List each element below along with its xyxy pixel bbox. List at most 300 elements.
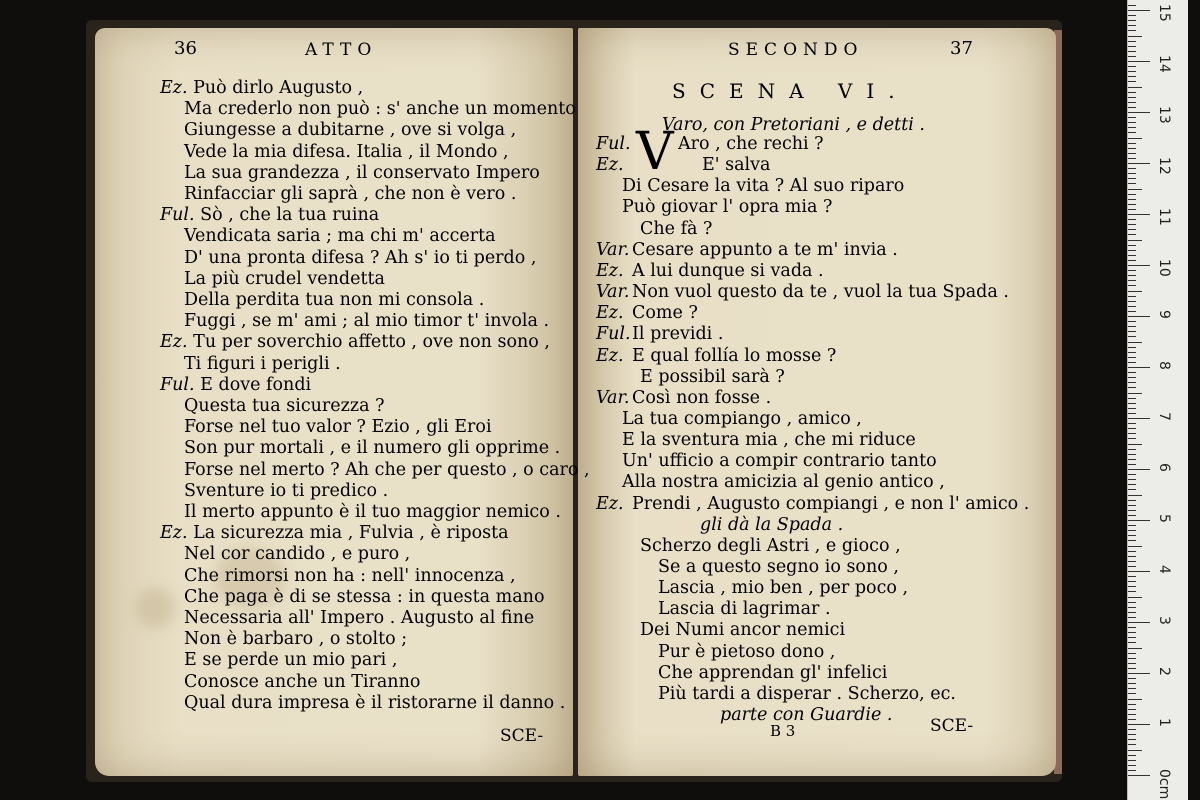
ruler-tick	[1128, 168, 1136, 169]
verse-text: Può giovar l' opra mia ?	[622, 197, 833, 218]
verse-line	[160, 332, 550, 353]
ruler-tick	[1128, 178, 1136, 179]
verse-line	[184, 269, 385, 290]
ruler-tick	[1128, 648, 1142, 649]
ruler-tick	[1128, 214, 1150, 215]
verse-line	[184, 163, 540, 184]
ruler-tick	[1128, 444, 1142, 445]
verse-line	[596, 345, 837, 367]
ruler-tick	[1128, 357, 1136, 358]
ruler-tick	[1128, 653, 1136, 654]
verse-text: Così non fosse .	[632, 387, 772, 408]
ruler-tick	[1128, 699, 1142, 700]
verse-line	[596, 387, 772, 409]
ruler-tick	[1128, 138, 1142, 139]
page-number-left: 36	[174, 38, 197, 59]
ruler-tick	[1128, 265, 1150, 266]
speaker-name: Ful.	[596, 134, 631, 154]
ruler-tick	[1128, 581, 1136, 582]
ruler-tick	[1128, 602, 1136, 603]
verse-line	[658, 578, 908, 599]
ruler-tick	[1128, 331, 1136, 332]
ruler-tick	[1128, 204, 1136, 205]
verse-text: Che fà ?	[640, 218, 713, 239]
measurement-ruler	[1127, 0, 1188, 800]
ruler-tick	[1128, 189, 1142, 190]
ruler-tick	[1128, 229, 1136, 230]
ruler-tick	[1128, 291, 1142, 292]
verse-line	[184, 417, 492, 438]
ruler-label: 5	[1156, 514, 1172, 523]
verse-line	[184, 396, 384, 417]
ruler-tick	[1128, 122, 1136, 123]
verse-line	[184, 311, 549, 332]
scene-title: SCENA VI.	[672, 79, 909, 103]
ruler-tick	[1128, 484, 1136, 485]
speaker-name: Ez.	[596, 155, 624, 176]
ruler-tick	[1128, 56, 1136, 57]
ruler-tick	[1128, 81, 1136, 82]
verse-text: Ma crederlo non può : s' anche un momento	[184, 99, 576, 120]
verse-text: Lascia , mio ben , per poco ,	[658, 578, 909, 599]
speaker-name: Ez.	[596, 260, 624, 281]
ruler-tick	[1128, 408, 1136, 409]
signature-mark: B 3	[770, 722, 796, 740]
verse-line	[596, 493, 1030, 515]
ruler-tick	[1128, 87, 1142, 88]
ruler-tick	[1128, 163, 1150, 164]
ruler-tick	[1128, 342, 1142, 343]
ruler-tick	[1128, 270, 1136, 271]
ruler-tick	[1128, 173, 1136, 174]
verse-text: E la sventura mia , che mi riduce	[622, 430, 916, 451]
verse-text: Forse nel merto ? Ah che per questo , o caro ,	[184, 459, 590, 480]
verse-line	[184, 566, 516, 587]
ruler-tick	[1128, 642, 1136, 643]
stage-direction: Varo, con Pretoriani , e detti .	[662, 115, 925, 135]
ruler-tick	[1128, 112, 1150, 113]
ruler-tick	[1128, 693, 1136, 694]
ruler-label: 15	[1156, 4, 1172, 22]
ruler-tick	[1128, 775, 1150, 776]
verse-line	[622, 409, 862, 430]
verse-line	[184, 544, 410, 565]
verse-line	[596, 303, 698, 324]
verse-text: Lascia di lagrimar .	[658, 599, 831, 620]
verse-line	[184, 142, 509, 163]
verse-line	[184, 438, 560, 459]
ruler-label: 0cm	[1156, 769, 1172, 800]
ruler-tick	[1128, 66, 1136, 67]
verse-text: Ti figuri i perigli .	[184, 353, 341, 374]
ruler-tick	[1128, 209, 1136, 210]
ruler-tick	[1128, 515, 1136, 516]
verse-text: Conosce anche un Tiranno	[184, 671, 421, 692]
ruler-tick	[1128, 377, 1136, 378]
ruler-tick	[1128, 535, 1136, 536]
verse-line	[184, 672, 420, 693]
verse-line	[184, 502, 561, 523]
verse-line	[184, 587, 545, 608]
verse-line	[184, 460, 590, 481]
ruler-tick	[1128, 428, 1136, 429]
ruler-tick	[1128, 688, 1136, 689]
verse-line	[622, 197, 832, 218]
verse-text: Forse nel tuo valor ? Ezio , gli Eroi	[184, 417, 492, 438]
verse-text: gli dà la Spada .	[700, 514, 844, 535]
verse-line	[184, 248, 536, 269]
verse-text: La più crudel vendetta	[184, 268, 385, 289]
verse-line	[184, 693, 565, 714]
ruler-tick	[1128, 571, 1150, 572]
ruler-tick	[1128, 770, 1136, 771]
verse-line	[160, 375, 311, 396]
ruler-tick	[1128, 285, 1136, 286]
verse-text: Pur è pietoso dono ,	[658, 641, 836, 662]
ruler-tick	[1128, 678, 1136, 679]
ruler-tick	[1128, 423, 1136, 424]
ruler-tick	[1128, 316, 1150, 317]
ruler-tick	[1128, 372, 1136, 373]
ruler-tick	[1128, 51, 1136, 52]
ruler-tick	[1128, 739, 1136, 740]
ruler-tick	[1128, 530, 1136, 531]
speaker-name: Ez.	[596, 345, 624, 366]
verse-text: Che apprendan gl' infelici	[658, 662, 888, 683]
ruler-tick	[1128, 627, 1136, 628]
ruler-label: 7	[1156, 412, 1172, 421]
ruler-tick	[1128, 719, 1136, 720]
ruler-tick	[1128, 76, 1136, 77]
verse-line	[596, 282, 1009, 303]
ruler-tick	[1128, 433, 1136, 434]
verse-text: Se a questo segno io sono ,	[658, 557, 899, 577]
ruler-tick	[1128, 10, 1150, 11]
speaker-name: Ez.	[596, 303, 624, 324]
page-number-right: 37	[950, 38, 973, 59]
ruler-tick	[1128, 744, 1136, 745]
verse-text: Tu per soverchio affetto , ove non sono ,	[193, 332, 550, 353]
ruler-tick	[1128, 255, 1136, 256]
speaker-name: Var.	[596, 239, 630, 260]
ruler-tick	[1128, 724, 1150, 725]
verse-text: E possibil sarà ?	[640, 366, 785, 387]
verse-line	[658, 642, 835, 663]
verse-line	[160, 78, 363, 99]
verse-line	[622, 176, 904, 197]
verse-line	[160, 205, 379, 226]
ruler-tick	[1128, 97, 1136, 98]
ruler-tick	[1128, 459, 1136, 460]
catchword-left: SCE-	[500, 726, 544, 746]
ruler-tick	[1128, 250, 1136, 251]
ruler-tick	[1128, 393, 1142, 394]
ruler-tick	[1128, 306, 1136, 307]
verse-text: Necessaria all' Impero . Augusto al fine	[184, 608, 535, 628]
speaker-name: Ez.	[160, 332, 188, 353]
ruler-label: 2	[1156, 667, 1172, 676]
ruler-tick	[1128, 658, 1136, 659]
verse-line	[596, 155, 771, 176]
ruler-tick	[1128, 296, 1136, 297]
running-header-left: ATTO	[305, 40, 378, 60]
ruler-tick	[1128, 760, 1136, 761]
verse-text: La sua grandezza , il conservato Impero	[184, 162, 540, 183]
verse-text: E dove fondi	[200, 374, 312, 395]
ruler-tick	[1128, 704, 1136, 705]
ruler-tick	[1128, 709, 1136, 710]
ruler-tick	[1128, 683, 1136, 684]
verse-text: D' una pronta difesa ? Ah s' io ti perdo ,	[184, 247, 537, 268]
verse-line	[184, 608, 534, 629]
ruler-tick	[1128, 311, 1136, 312]
verse-text: Che paga è di se stessa : in questa mano	[184, 586, 545, 607]
ruler-tick	[1128, 148, 1136, 149]
ruler-tick	[1128, 449, 1136, 450]
ruler-tick	[1128, 234, 1136, 235]
ruler-label: 11	[1156, 208, 1172, 226]
verse-line	[658, 684, 956, 705]
ruler-tick	[1128, 668, 1136, 669]
stage-direction-line	[720, 705, 892, 726]
verse-text: Aro , che rechi ?	[678, 134, 824, 154]
ruler-tick	[1128, 20, 1136, 21]
verse-text: Giungesse a dubitarne , ove si volga ,	[184, 120, 517, 141]
ruler-tick	[1128, 597, 1142, 598]
verse-text: A lui dunque si vada .	[632, 260, 824, 281]
ruler-tick	[1128, 41, 1136, 42]
verse-line	[658, 557, 899, 578]
ruler-label: 8	[1156, 361, 1172, 370]
ruler-tick	[1128, 729, 1136, 730]
speaker-name: Ez.	[160, 78, 188, 98]
verse-line	[640, 367, 785, 388]
ruler-tick	[1128, 510, 1136, 511]
verse-text: Qual dura impresa è il ristorarne il danno .	[184, 692, 566, 713]
speaker-name: Var.	[596, 387, 630, 408]
verse-text: Sò , che la tua ruina	[200, 205, 380, 226]
ruler-tick	[1128, 61, 1150, 62]
verse-line	[184, 290, 484, 311]
ruler-tick	[1128, 199, 1136, 200]
ruler-tick	[1128, 117, 1136, 118]
verse-text: Non vuol questo da te , vuol la tua Spada .	[632, 282, 1009, 303]
ruler-tick	[1128, 755, 1136, 756]
ruler-tick	[1128, 245, 1136, 246]
verse-text: La sicurezza mia , Fulvia , è riposta	[193, 523, 509, 544]
ruler-label: 4	[1156, 565, 1172, 574]
ruler-tick	[1128, 280, 1136, 281]
verse-line	[184, 99, 576, 120]
verse-text: E' salva	[702, 155, 771, 176]
ruler-tick	[1128, 454, 1136, 455]
verse-line	[640, 620, 845, 641]
ruler-tick	[1128, 438, 1136, 439]
speaker-name: Ful.	[160, 374, 195, 395]
ruler-tick	[1128, 153, 1136, 154]
ruler-tick	[1128, 15, 1136, 16]
ruler-tick	[1128, 500, 1136, 501]
ruler-tick	[1128, 25, 1136, 26]
verse-text: Più tardi a disperar . Scherzo, ec.	[658, 683, 956, 704]
verse-line	[640, 536, 901, 557]
speaker-name: Ful.	[160, 205, 195, 226]
ruler-tick	[1128, 561, 1136, 562]
verse-text: La tua compiango , amico ,	[622, 408, 862, 429]
verse-line	[596, 134, 824, 155]
verse-text: Il previdi .	[632, 324, 724, 345]
ruler-tick	[1128, 734, 1136, 735]
verse-line	[184, 354, 341, 375]
stage-direction-line	[700, 515, 843, 536]
verse-line	[622, 451, 937, 472]
verse-line	[160, 523, 509, 544]
ruler-tick	[1128, 495, 1142, 496]
ruler-tick	[1128, 275, 1136, 276]
verse-line	[658, 599, 831, 620]
ruler-label: 12	[1156, 157, 1172, 175]
ruler-tick	[1128, 663, 1136, 664]
ruler-tick	[1128, 336, 1136, 337]
verse-text: E qual follía lo mosse ?	[632, 345, 837, 366]
ruler-label: 9	[1156, 310, 1172, 319]
ruler-tick	[1128, 546, 1142, 547]
ruler-tick	[1128, 30, 1136, 31]
ruler-label: 3	[1156, 616, 1172, 625]
verse-text: Il merto appunto è il tuo maggior nemico .	[184, 502, 561, 522]
ruler-tick	[1128, 474, 1136, 475]
ruler-tick	[1128, 387, 1136, 388]
verse-text: Rinfacciar gli saprà , che non è vero .	[184, 184, 517, 204]
verse-line	[184, 650, 397, 671]
verse-text: E se perde un mio pari ,	[184, 650, 398, 671]
stain	[135, 588, 175, 628]
ruler-tick	[1128, 586, 1136, 587]
ruler-tick	[1128, 107, 1136, 108]
ruler-tick	[1128, 479, 1136, 480]
ruler-tick	[1128, 469, 1150, 470]
ruler-tick	[1128, 566, 1136, 567]
verse-line	[184, 184, 516, 205]
verse-text: Può dirlo Augusto ,	[193, 78, 364, 98]
ruler-tick	[1128, 403, 1136, 404]
ruler-tick	[1128, 158, 1136, 159]
verse-text: Son pur mortali , e il numero gli opprime .	[184, 438, 561, 459]
ruler-tick	[1128, 489, 1136, 490]
ruler-tick	[1128, 714, 1136, 715]
verse-text: Alla nostra amicizia al genio antico ,	[622, 472, 945, 493]
ruler-tick	[1128, 556, 1136, 557]
ruler-label: 13	[1156, 106, 1172, 124]
ruler-tick	[1128, 612, 1136, 613]
verse-line	[640, 219, 712, 240]
verse-text: Nel cor candido , e puro ,	[184, 544, 411, 565]
running-header-right: SECONDO	[728, 40, 864, 60]
verse-text: Vede la mia difesa. Italia , il Mondo ,	[184, 141, 509, 162]
ruler-tick	[1128, 347, 1136, 348]
verse-line	[622, 472, 945, 493]
verse-text: Della perdita tua non mi consola .	[184, 290, 485, 310]
ruler-tick	[1128, 576, 1136, 577]
ruler-label: 6	[1156, 463, 1172, 472]
verse-text: Dei Numi ancor nemici	[640, 620, 846, 641]
verse-line	[658, 663, 887, 684]
verse-text: Come ?	[632, 303, 698, 324]
verse-text: Vendicata saria ; ma chi m' accerta	[184, 226, 496, 247]
ruler-tick	[1128, 418, 1150, 419]
ruler-tick	[1128, 617, 1136, 618]
ruler-tick	[1128, 637, 1136, 638]
ruler-tick	[1128, 632, 1136, 633]
verse-text: Sventure io ti predico .	[184, 480, 389, 501]
ruler-tick	[1128, 5, 1136, 6]
verse-line	[596, 260, 824, 282]
verse-text: Non è barbaro , o stolto ;	[184, 629, 408, 650]
ruler-tick	[1128, 622, 1150, 623]
ruler-tick	[1128, 46, 1136, 47]
speaker-name: Ful.	[596, 324, 631, 345]
ruler-tick	[1128, 607, 1136, 608]
verse-text: Prendi , Augusto compiangi , e non l' amico .	[632, 493, 1030, 514]
ruler-tick	[1128, 591, 1136, 592]
ruler-tick	[1128, 183, 1136, 184]
verse-line	[622, 430, 916, 451]
ruler-tick	[1128, 413, 1136, 414]
verse-line	[184, 629, 407, 650]
catchword-right: SCE-	[930, 716, 974, 736]
verse-text: Che rimorsi non ha : nell' innocenza ,	[184, 565, 516, 586]
verse-text: Un' ufficio a compir contrario tanto	[622, 451, 937, 472]
ruler-tick	[1128, 352, 1136, 353]
ruler-label: 14	[1156, 55, 1172, 73]
ruler-tick	[1128, 194, 1136, 195]
speaker-name: Var.	[596, 282, 630, 303]
ruler-tick	[1128, 525, 1136, 526]
ruler-label: 1	[1156, 718, 1172, 727]
ruler-tick	[1128, 765, 1136, 766]
verse-line	[596, 324, 724, 345]
ruler-tick	[1128, 260, 1136, 261]
ruler-label: 10	[1156, 259, 1172, 277]
verse-line	[184, 120, 516, 141]
ruler-tick	[1128, 92, 1136, 93]
verse-text: Di Cesare la vita ? Al suo riparo	[622, 176, 905, 197]
ruler-tick	[1128, 143, 1136, 144]
ruler-tick	[1128, 224, 1136, 225]
ruler-tick	[1128, 71, 1136, 72]
ruler-tick	[1128, 102, 1136, 103]
ruler-tick	[1128, 36, 1142, 37]
verse-text: Questa tua sicurezza ?	[184, 396, 385, 416]
verse-text: Fuggi , se m' ami ; al mio timor t' invola .	[184, 311, 550, 332]
verse-text: parte con Guardie .	[720, 705, 893, 726]
ruler-tick	[1128, 464, 1136, 465]
speaker-name: Ez.	[596, 493, 624, 514]
verse-line	[596, 239, 898, 261]
verse-line	[184, 481, 388, 502]
ruler-tick	[1128, 127, 1136, 128]
ruler-tick	[1128, 398, 1136, 399]
speaker-name: Ez.	[160, 523, 188, 544]
ruler-tick	[1128, 520, 1150, 521]
ruler-tick	[1128, 750, 1142, 751]
ruler-tick	[1128, 132, 1136, 133]
ruler-tick	[1128, 326, 1136, 327]
verse-text: Scherzo degli Astri , e gioco ,	[640, 535, 901, 556]
verse-line	[184, 226, 496, 247]
ruler-tick	[1128, 301, 1136, 302]
ruler-tick	[1128, 382, 1136, 383]
